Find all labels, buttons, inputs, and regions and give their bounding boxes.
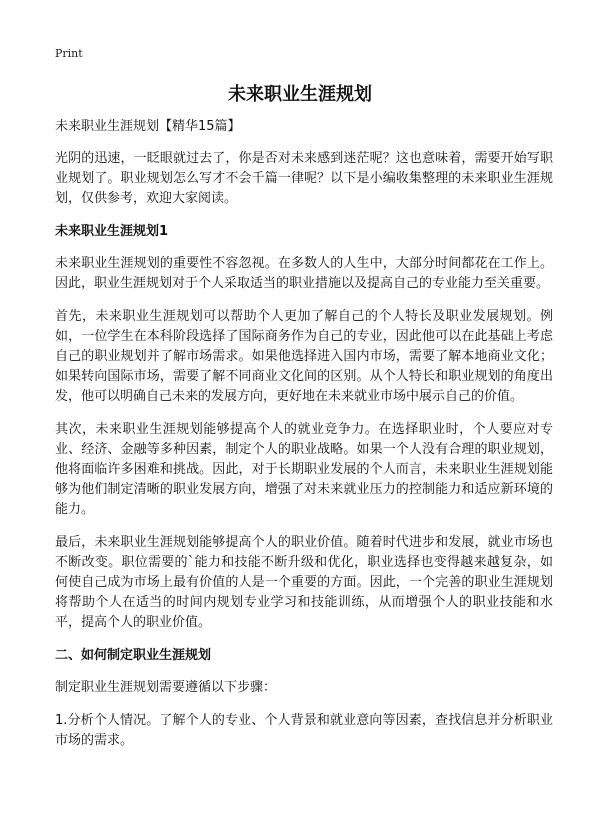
body-paragraph: 其次，未来职业生涯规划能够提高个人的就业竞争力。在选择职业时，个人要应对专业、经济、金融等多种因素，制定个人的职业战略。如果一个人没有合理的职业规划，他将面临许多困难和挑战。因此，对于长期职业发展的个人而言，未来职业生涯规划能够为他们制定清晰的职业发展方向，增强了对未来就业压力的控制能力和适应新环境的能力。 — [55, 422, 553, 517]
body-paragraph: 最后，未来职业生涯规划能够提高个人的职业价值。随着时代进步和发展，就业市场也不断改变。职位需要的`能力和技能不断升级和优化，职业选择也变得越来越复杂，如何使自己成为市场上最有价值的人是一个重要的方面。因此，一个完善的职业生涯规划将帮助个人在适当的时间内规划专业学习和技能训练，从而增强个人的职业技能和水平，提高个人的职业价值。 — [55, 535, 553, 630]
body-paragraph: 未来职业生涯规划的重要性不容忽视。在多数人的人生中，大部分时间都花在工作上。因此，职业生涯规划对于个人采取适当的职业措施以及提高自己的专业能力至关重要。 — [55, 256, 553, 291]
body-paragraph: 制定职业生涯规划需要遵循以下步骤： — [55, 680, 277, 695]
section-heading: 二、如何制定职业生涯规划 — [55, 648, 212, 663]
body-paragraph: 首先，未来职业生涯规划可以帮助个人更加了解自己的个人特长及职业发展规划。例如，一位学生在本科阶段选择了国际商务作为自己的专业，因此他可以在此基础上考虑自己的职业规划并了解市场需求。如果他选择进入国内市场，需要了解本地商业文化；如果转向国际市场，需要了解不同商业文化间的区别。从个人特长和职业规划的角度出发，他可以明确自己未来的发展方向，更好地在未来就业市场中展示自己的价值。 — [55, 309, 553, 404]
section-heading: 未来职业生涯规划1 — [55, 224, 169, 239]
intro-paragraph: 光阴的迅速，一眨眼就过去了，你是否对未来感到迷茫呢？这也意味着，需要开始写职业规划了。职业规划怎么写才不会千篇一律呢？以下是小编收集整理的未来职业生涯规划，仅供参考，欢迎大家阅读。 — [55, 151, 553, 206]
document-body — [55, 117, 553, 764]
document-title: 未来职业生涯规划 — [228, 84, 372, 105]
document-subtitle: 未来职业生涯规划【精华15篇】 — [55, 119, 241, 134]
body-paragraph: 1.分析个人情况。了解个人的专业、个人背景和就业意向等因素，查找信息并分析职业市场的需求。 — [55, 713, 553, 748]
print-label: Print — [55, 47, 83, 60]
